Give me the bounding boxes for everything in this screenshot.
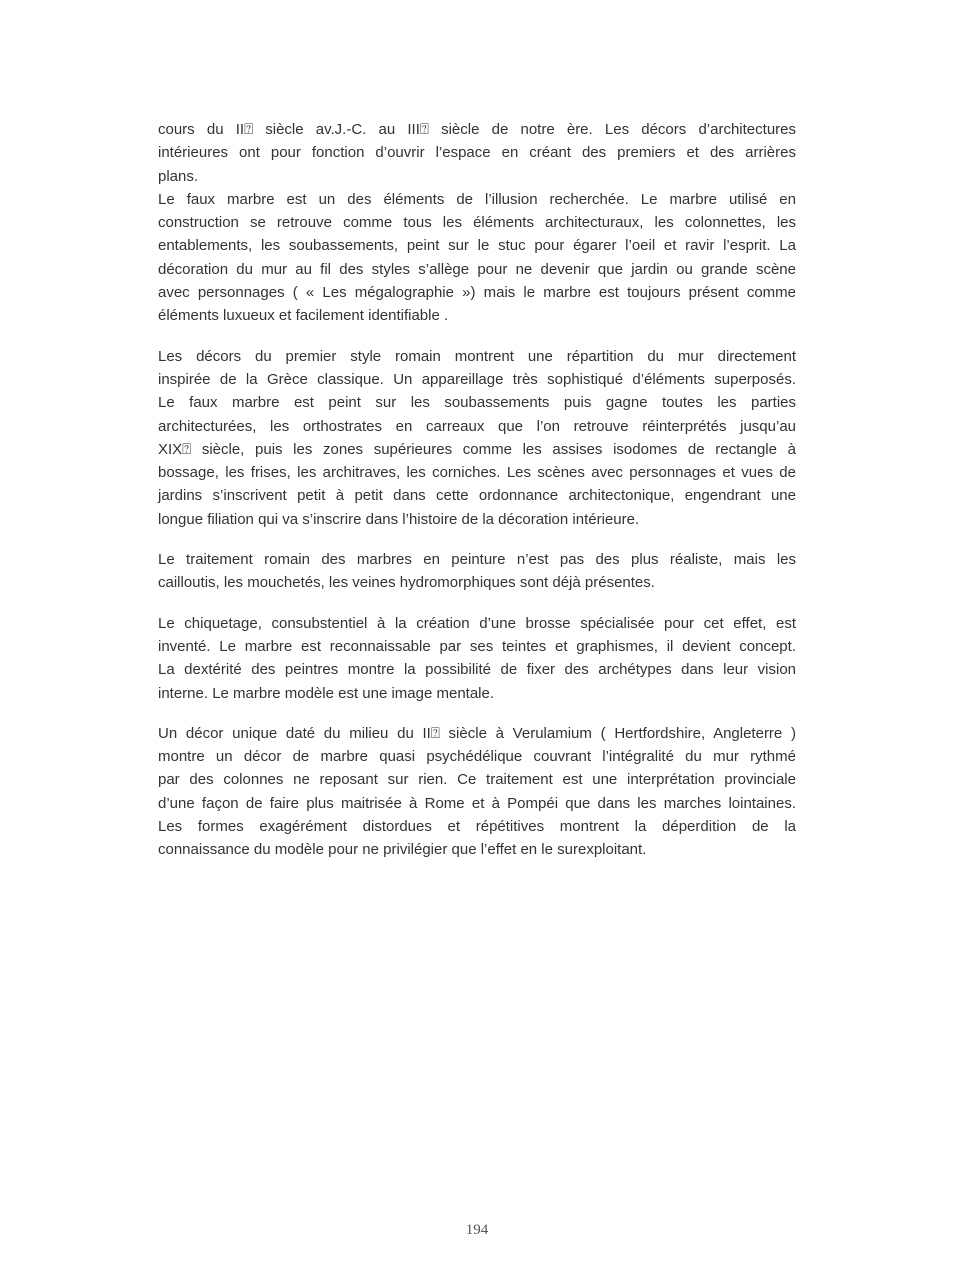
text-line: décoration du mur au fil des styles s’allège pour ne devenir que jardin ou grande scène — [158, 260, 796, 278]
text-line: interne. Le marbre modèle est une image mentale. — [158, 684, 495, 702]
text-line: avec personnages ( « Les mégalographie ») mais le marbre est toujours présent comme — [158, 284, 796, 302]
text-line: Un décor unique daté du milieu du II⍰ siècle à Verulamium ( Hertfordshire, Angleterre ) — [158, 724, 796, 742]
paragraph — [158, 722, 796, 862]
text-line: inspirée de la Grèce classique. Un appareillage très sophistiqué d’éléments superposés. — [158, 370, 796, 388]
paragraph — [158, 188, 796, 328]
text-line: La dextérité des peintres montre la possibilité de fixer des archétypes dans leur vision — [158, 661, 796, 679]
text-line: construction se retrouve comme tous les éléments architecturaux, les colonnettes, les — [158, 214, 796, 232]
text-line: cours du II⍰ siècle av.J.-C. au III⍰ siècle de notre ère. Les décors d’architectures — [158, 121, 796, 138]
text-line: Les formes exagérément distordues et répétitives montrent la déperdition de la — [158, 818, 796, 836]
text-line: Les décors du premier style romain montrent une répartition du mur directement — [158, 347, 796, 365]
text-line: bossage, les frises, les architraves, les corniches. Les scènes avec personnages et vues de — [158, 464, 796, 482]
paragraph — [158, 118, 796, 188]
text-line: inventé. Le marbre est reconnaissable par ses teintes et graphismes, il devient concept. — [158, 637, 796, 655]
paragraph — [158, 345, 796, 531]
body-text — [158, 118, 796, 879]
text-line: plans. — [158, 167, 199, 185]
text-line: connaissance du modèle pour ne privilégier que l’effet en le surexploitant. — [158, 841, 647, 859]
text-line: architecturées, les orthostrates en carreaux que l’on retrouve réinterprétés jusqu’au — [158, 417, 796, 435]
text-line: d’une façon de faire plus maitrisée à Rome et à Pompéi que dans les marches lointaines. — [158, 794, 796, 812]
page-number: 194 — [465, 1222, 489, 1238]
text-line: jardins s’inscrivent petit à petit dans cette ordonnance architectonique, engendrant une — [158, 487, 796, 505]
text-line: entablements, les soubassements, peint sur le stuc pour égarer l’oeil et ravir l’esprit. La — [158, 237, 796, 255]
text-line: Le chiquetage, consubstentiel à la création d’une brosse spécialisée pour cet effet, est — [158, 614, 796, 632]
text-line: Le traitement romain des marbres en peinture n’est pas des plus réaliste, mais les — [158, 551, 796, 569]
text-line: montre un décor de marbre quasi psychédélique couvrant l’intégralité du mur rythmé — [158, 748, 796, 766]
text-line: longue filiation qui va s’inscrire dans l’histoire de la décoration intérieure. — [158, 510, 640, 528]
paragraph — [158, 548, 796, 595]
text-line: cailloutis, les mouchetés, les veines hydromorphiques sont déjà présentes. — [158, 574, 655, 592]
text-line: par des colonnes ne reposant sur rien. Ce traitement est une interprétation provinciale — [158, 771, 796, 789]
text-line: intérieures ont pour fonction d’ouvrir l’espace en créant des premiers et des arrières — [158, 144, 796, 162]
text-line: Le faux marbre est peint sur les soubassements puis gagne toutes les parties — [158, 394, 796, 412]
text-line: Le faux marbre est un des éléments de l’illusion recherchée. Le marbre utilisé en — [158, 190, 796, 208]
text-line: XIX⍰ siècle, puis les zones supérieures comme les assises isodomes de rectangle à — [158, 440, 796, 458]
text-line: éléments luxueux et facilement identifiable . — [158, 307, 449, 325]
paragraph — [158, 612, 796, 705]
